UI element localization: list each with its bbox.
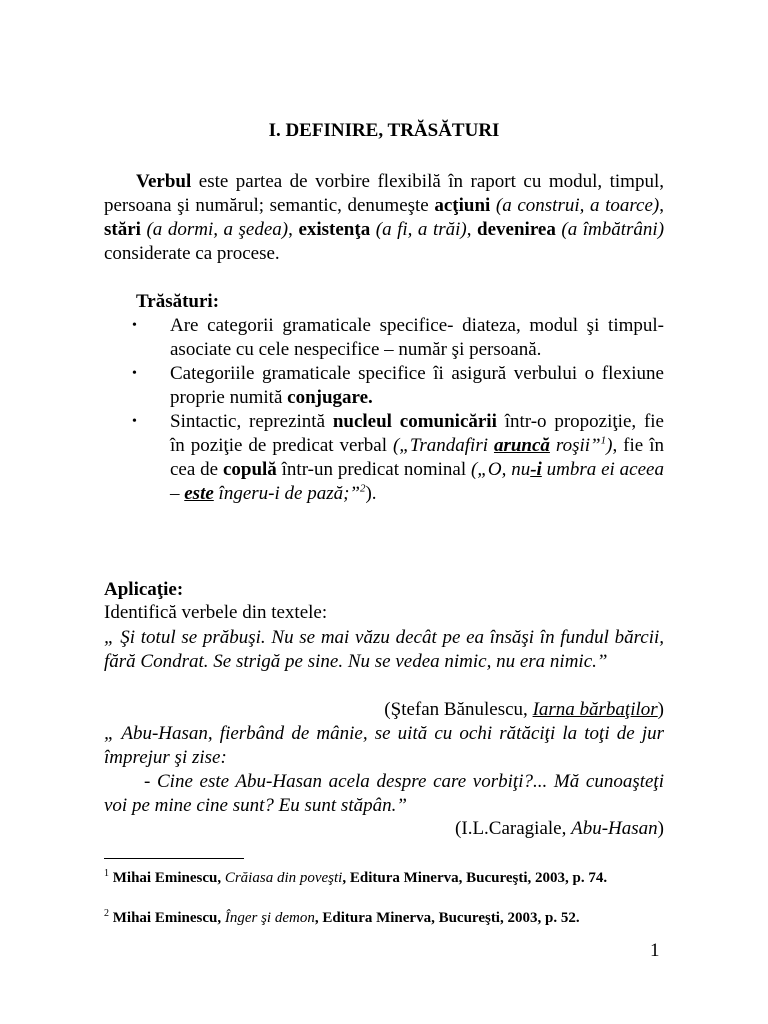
term-nucleul-comunicarii: nucleul comunicării: [332, 411, 497, 432]
term-actiuni: acţiuni: [434, 195, 491, 216]
feature-item-3-text-f: într-un predicat nominal: [276, 459, 471, 480]
quote-2f: ).: [365, 483, 377, 504]
bullet-icon: •: [132, 366, 137, 381]
term-conjugare: conjugare.: [287, 387, 373, 408]
features-list: [132, 314, 664, 506]
term-existenta: existenţa: [298, 219, 371, 240]
example-2: (a dormi, a şedea): [140, 219, 289, 240]
features-heading: Trăsături:: [136, 291, 220, 312]
source-2-work: Abu-Hasan: [571, 818, 658, 839]
source-1-work: Iarna bărbaţilor: [532, 699, 658, 720]
definition-text-1: este partea de vorbire flexibilă în raport cu modul, timpul, persoana şi numărul; semantic, denumeşte: [104, 171, 664, 216]
term-devenirea: devenirea: [477, 219, 556, 240]
footnote-ref-2: 2: [359, 482, 366, 495]
footnote-2-number: 2: [104, 908, 109, 919]
footnote-2: [104, 904, 664, 928]
application-instruction: Identifică verbele din textele:: [104, 602, 328, 623]
footnote-1: [104, 864, 664, 888]
definition-paragraph: [104, 170, 664, 266]
definition-text-5: considerate ca procese.: [104, 243, 280, 264]
feature-item-3-text-c: într-o propoziţie, fie în poziţie de predicat verbal: [170, 411, 664, 456]
quote-2c: umbra ei aceea –: [170, 459, 664, 504]
footnote-1-details: , Editura Minerva, Bucureşti, 2003, p. 74.: [342, 870, 608, 886]
footnote-1-author: Mihai Eminescu,: [109, 870, 225, 886]
application-quote-2: „ Abu-Hasan, fierbând de mânie, se uită cu ochi rătăciţi la toţi de jur împrejur şi zise:: [104, 723, 664, 768]
source-2-close: ): [657, 818, 664, 839]
bullet-icon: •: [132, 414, 137, 429]
term-verbul: Verbul: [136, 171, 192, 192]
term-stari: stări: [104, 219, 141, 240]
definition-text-2: ,: [659, 195, 664, 216]
footnote-ref-1: 1: [600, 434, 607, 447]
footnote-1-number: 1: [104, 868, 109, 879]
example-3: (a fi, a trăi): [370, 219, 467, 240]
quote-1a: („Trandafiri: [392, 435, 494, 456]
verb-este: este: [184, 483, 214, 504]
source-1-author: (Ştefan Bănulescu,: [384, 699, 533, 720]
example-1: (a construi, a toarce): [490, 195, 660, 216]
feature-item-1-text: Are categorii gramaticale specifice- diateza, modul şi timpul- asociate cu cele nespecifice – număr şi persoană.: [170, 315, 664, 360]
footnote-separator: [104, 858, 244, 859]
source-1-close: ): [657, 699, 664, 720]
quote-2e: îngeru-i de pază;”: [213, 483, 360, 504]
feature-item-3-text-d: , fie în cea de: [170, 435, 664, 480]
term-copula: copulă: [222, 459, 277, 480]
feature-item-2-text: Categoriile gramaticale specifice îi asigură verbului o flexiune proprie numită: [170, 363, 664, 408]
footnote-2-title: Înger şi demon: [224, 910, 315, 926]
feature-item-3-text-a: Sintactic, reprezintă: [170, 411, 333, 432]
definition-text-3: ,: [288, 219, 299, 240]
application-quote-1: „ Şi totul se prăbuşi. Nu se mai văzu decât pe ea însăşi în fundul bărcii, fără Condrat. Se strigă pe sine. Nu se vedea nimic, nu era nimic.”: [104, 627, 664, 672]
definition-text-4: ,: [466, 219, 478, 240]
quote-2a: („O, nu: [470, 459, 531, 480]
chapter-title: I. DEFINIRE, TRĂSĂTURI: [268, 120, 500, 141]
feature-item-1: [132, 314, 664, 362]
footnote-2-author: Mihai Eminescu,: [109, 910, 225, 926]
application-source-1: [104, 698, 664, 722]
footnote-2-details: , Editura Minerva, Bucureşti, 2003, p. 52.: [314, 910, 580, 926]
feature-item-3: [132, 410, 664, 506]
application-quote-2-dialog: - Cine este Abu-Hasan acela despre care vorbiţi?... Mă cunoaşteţi voi pe mine cine sunt? Eu sunt stăpân.”: [104, 771, 664, 816]
bullet-icon: •: [132, 318, 137, 333]
application-heading: Aplicaţie:: [104, 579, 184, 600]
quote-1c: roşii”: [549, 435, 601, 456]
source-2-author: (I.L.Caragiale,: [455, 818, 572, 839]
application-source-2: [104, 817, 664, 841]
verb-arunca: aruncă: [493, 435, 550, 456]
feature-item-2: [132, 362, 664, 410]
verb-i: -i: [530, 459, 542, 480]
example-4: (a îmbătrâni): [555, 219, 665, 240]
quote-1d: ): [606, 435, 613, 456]
footnote-1-title: Crăiasa din poveşti: [224, 870, 343, 886]
page-number: 1: [650, 940, 660, 961]
